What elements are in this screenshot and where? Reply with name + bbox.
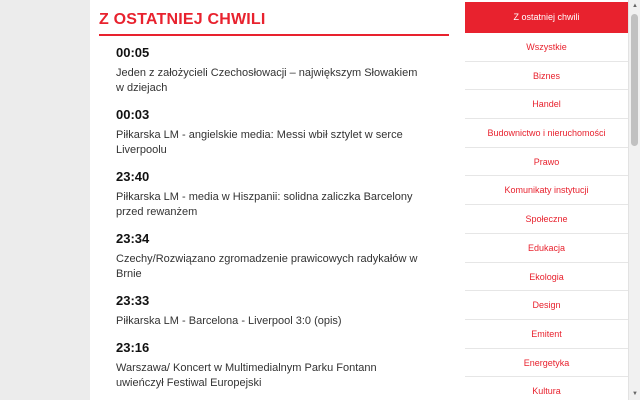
category-item-edukacja[interactable]: Edukacja xyxy=(465,234,628,263)
news-time: 23:40 xyxy=(116,169,150,184)
news-time: 23:34 xyxy=(116,231,150,246)
category-item-wszystkie[interactable]: Wszystkie xyxy=(465,33,628,62)
vertical-scrollbar[interactable] xyxy=(628,0,640,400)
news-list xyxy=(116,44,426,400)
section-title: Z OSTATNIEJ CHWILI xyxy=(99,11,266,28)
category-item-biznes[interactable]: Biznes xyxy=(465,62,628,91)
arrow-up-icon[interactable]: ▲ xyxy=(632,3,638,9)
news-item xyxy=(116,292,426,329)
news-time: 00:05 xyxy=(116,45,150,60)
news-headline-link[interactable]: Piłkarska LM - media w Hiszpanii: solidna zaliczka Barcelony przed rewanżem xyxy=(116,191,413,218)
category-item-budownictwo[interactable]: Budownictwo i nieruchomości xyxy=(465,119,628,148)
news-item xyxy=(116,230,426,282)
news-main-panel xyxy=(90,0,460,400)
news-headline-link[interactable]: Piłkarska LM - angielskie media: Messi wbił sztylet w serce Liverpoolu xyxy=(116,129,403,156)
news-headline-link[interactable]: Piłkarska LM - Barcelona - Liverpool 3:0 (opis) xyxy=(116,315,342,327)
news-time: 00:03 xyxy=(116,107,150,122)
news-item xyxy=(116,106,426,158)
category-item-emitent[interactable]: Emitent xyxy=(465,320,628,349)
news-item xyxy=(116,339,426,391)
category-item-spoleczne[interactable]: Społeczne xyxy=(465,205,628,234)
category-item-ekologia[interactable]: Ekologia xyxy=(465,263,628,292)
category-item-energetyka[interactable]: Energetyka xyxy=(465,349,628,378)
arrow-down-icon[interactable]: ▼ xyxy=(632,391,638,397)
news-time: 23:16 xyxy=(116,340,150,355)
category-item-active[interactable]: Z ostatniej chwili xyxy=(465,2,628,33)
category-item-kultura[interactable]: Kultura xyxy=(465,377,628,400)
news-item xyxy=(116,168,426,220)
category-item-komunikaty[interactable]: Komunikaty instytucji xyxy=(465,176,628,205)
news-headline-link[interactable]: Warszawa/ Koncert w Multimedialnym Parku Fontann uwieńczył Festiwal Europejski xyxy=(116,362,377,389)
category-item-design[interactable]: Design xyxy=(465,291,628,320)
news-headline-link[interactable]: Czechy/Rozwiązano zgromadzenie prawicowych radykałów w Brnie xyxy=(116,253,418,280)
category-item-handel[interactable]: Handel xyxy=(465,90,628,119)
category-list xyxy=(460,2,628,400)
category-item-prawo[interactable]: Prawo xyxy=(465,148,628,177)
category-sidebar xyxy=(460,0,628,400)
title-divider xyxy=(99,34,449,36)
news-headline-link[interactable]: Jeden z założycieli Czechosłowacji – największym Słowakiem w dziejach xyxy=(116,67,418,94)
news-item xyxy=(116,44,426,96)
news-time: 23:33 xyxy=(116,293,150,308)
scrollbar-thumb[interactable] xyxy=(631,14,638,146)
